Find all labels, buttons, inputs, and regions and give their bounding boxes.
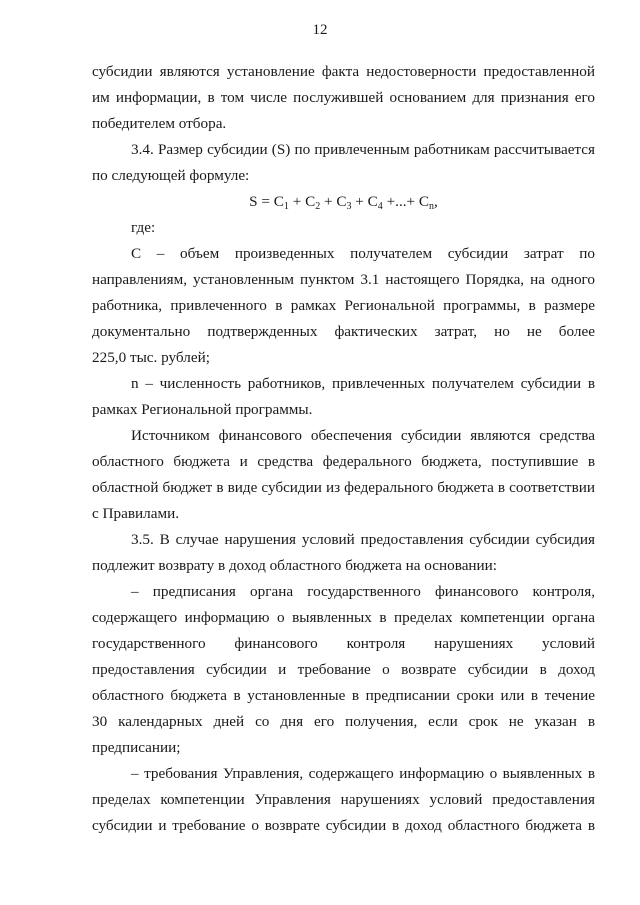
text-line: им информации, в том числе послужившей основанием для признания его (92, 89, 595, 106)
text-line: документально подтвержденных фактических затрат, но не более (92, 323, 595, 340)
text-line: направлениям, установленным пунктом 3.1 настоящего Порядка, на одного (92, 271, 595, 288)
formula-part: S = C (249, 193, 284, 210)
text-line: C – объем произведенных получателем субсидии затрат по (131, 245, 595, 262)
text-line: областного бюджета в установленные в предписании сроки или в течение (92, 687, 595, 704)
text-line: пределах компетенции Управления нарушениях условий предоставления (92, 791, 595, 808)
document-body (92, 59, 595, 839)
text-line: победителем отбора. (92, 115, 227, 132)
formula-part: , (434, 193, 438, 210)
text-line: областного бюджета и средства федерального бюджета, поступившие в (92, 453, 595, 470)
text-line: 3.4. Размер субсидии (S) по привлеченным работникам рассчитывается (131, 141, 595, 158)
text-line: 225,0 тыс. рублей; (92, 349, 210, 366)
formula-subscript: 3 (346, 201, 352, 212)
page-number: 12 (312, 22, 328, 38)
formula-part: + C (320, 193, 347, 210)
text-line: субсидии и требование о возврате субсидии в доход областного бюджета в (92, 817, 595, 834)
text-line: где: (131, 219, 156, 236)
formula (92, 189, 595, 215)
text-line: областной бюджет в виде субсидии из федерального бюджета в соответствии (92, 479, 595, 496)
formula-subscript: 4 (377, 201, 383, 212)
formula-subscript: n (429, 201, 435, 212)
text-line: содержащего информацию о выявленных в пределах компетенции органа (92, 609, 595, 626)
text-line: работника, привлеченного в рамках Региональной программы, в размере (92, 297, 595, 314)
formula-subscript: 2 (315, 201, 321, 212)
text-line: – предписания органа государственного финансового контроля, (131, 583, 595, 600)
text-line: предписании; (92, 739, 181, 756)
text-line: предоставления субсидии и требование о возврате субсидии в доход (92, 661, 595, 678)
text-line: 3.5. В случае нарушения условий предоставления субсидии субсидия (131, 531, 595, 548)
formula-part: + C (288, 193, 316, 210)
text-line: подлежит возврату в доход областного бюджета на основании: (92, 557, 498, 574)
text-line: с Правилами. (92, 505, 179, 522)
text-line: по следующей формуле: (92, 167, 250, 184)
text-line: n – численность работников, привлеченных получателем субсидии в (131, 375, 595, 392)
text-line: – требования Управления, содержащего информацию о выявленных в (131, 765, 595, 782)
formula-part: +...+ C (382, 193, 430, 210)
text-line: государственного финансового контроля нарушениях условий (92, 635, 595, 652)
text-line: Источником финансового обеспечения субсидии являются средства (131, 427, 595, 444)
formula-subscript: 1 (283, 201, 289, 212)
text-line: субсидии являются установление факта недостоверности предоставленной (92, 63, 595, 80)
text-line: рамках Региональной программы. (92, 401, 313, 418)
formula-part: + C (351, 193, 378, 210)
text-line: 30 календарных дней со дня его получения, если срок не указан в (92, 713, 595, 730)
